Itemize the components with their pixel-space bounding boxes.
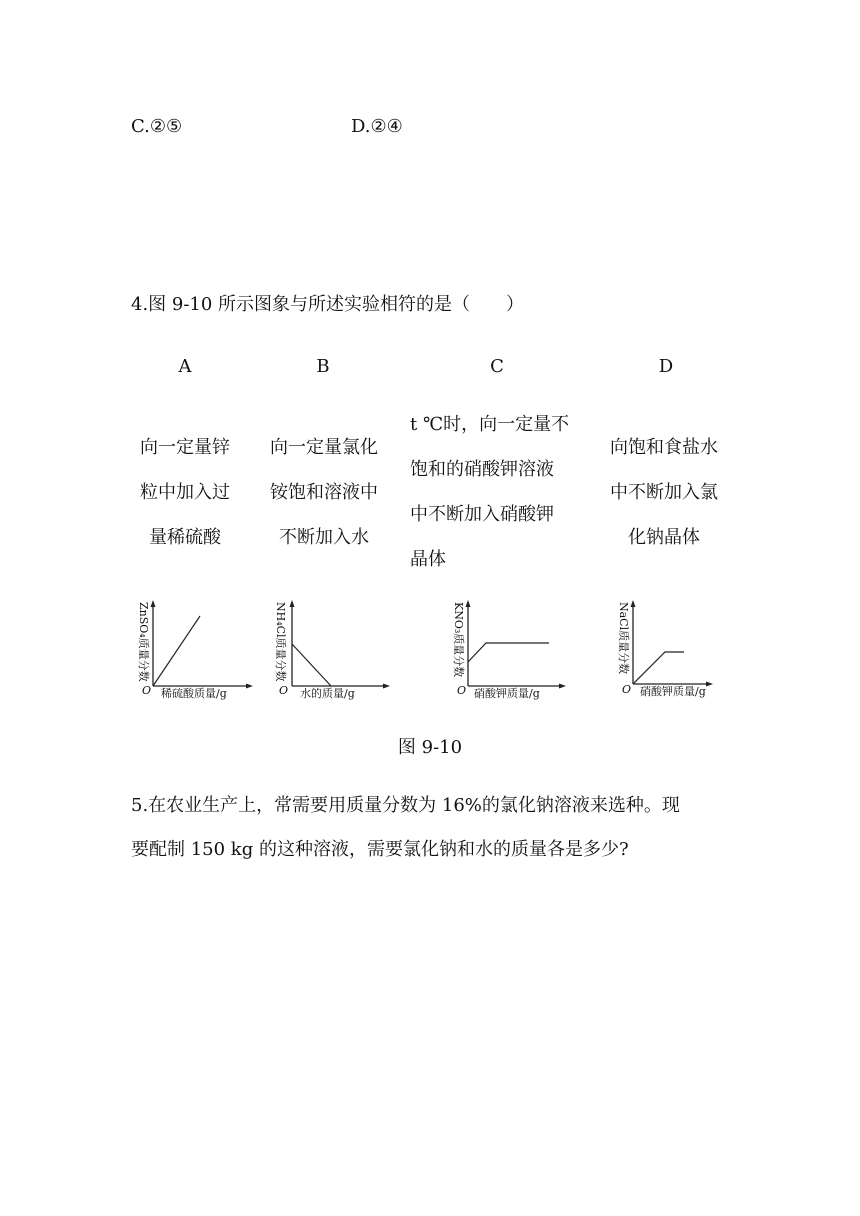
option-b-description [258, 425, 390, 560]
option-b-line: 铵饱和溶液中 [270, 482, 378, 503]
option-d-line: 中不断加入氯 [610, 482, 718, 503]
graph-a-ylabel: ZnSO₄质量分数 [137, 602, 150, 682]
option-d: D.②④ [351, 116, 403, 137]
option-d-letter: D [658, 356, 674, 377]
question-5-line: 5.在农业生产上，常需要用质量分数为 16%的氯化钠溶液来选种。现 [131, 795, 680, 816]
option-a-line: 量稀硫酸 [149, 527, 221, 548]
option-a-line: 粒中加入过 [140, 482, 230, 503]
option-b-line: 不断加入水 [279, 527, 369, 548]
option-a-letter: A [178, 356, 192, 377]
option-d-line: 向饱和食盐水 [610, 437, 718, 458]
graph-c-y-arrow [466, 600, 471, 607]
graph-d-ylabel: NaCl质量分数 [617, 602, 630, 675]
question-5-line: 要配制 150 kg 的这种溶液，需要氯化钠和水的质量各是多少? [131, 839, 629, 860]
graph-b-ylabel: NH₄Cl质量分数 [274, 602, 287, 682]
option-b-letter: B [316, 356, 330, 377]
graph-c [449, 600, 569, 704]
option-b-line: 向一定量氯化 [270, 437, 378, 458]
graph-a-curve [153, 616, 200, 686]
option-c-line: 晶体 [410, 549, 446, 570]
option-c-line: t ℃时，向一定量不 [410, 414, 570, 435]
graph-c-curve [468, 643, 549, 662]
option-c: C.②⑤ [131, 116, 183, 137]
graph-b-xlabel: 水的质量/g [300, 687, 355, 700]
option-c-description [410, 402, 590, 582]
graph-b-y-arrow [290, 600, 295, 607]
graph-a [134, 600, 254, 704]
graph-b-origin: O [279, 684, 289, 697]
option-c-letter: C [490, 356, 504, 377]
graph-d-origin: O [622, 683, 632, 696]
graph-a-x-arrow [246, 684, 253, 689]
graph-d-x-arrow [706, 682, 713, 687]
graph-d-y-arrow [631, 600, 636, 607]
graph-a-xlabel: 稀硫酸质量/g [161, 687, 227, 700]
figure-caption: 图 9-10 [397, 737, 463, 758]
graph-b-curve [292, 644, 331, 686]
option-c-line: 饱和的硝酸钾溶液 [410, 459, 554, 480]
option-c-line: 中不断加入硝酸钾 [410, 504, 554, 525]
option-a-description [125, 425, 245, 560]
question-4-stem: 4.图 9-10 所示图象与所述实验相符的是（ ） [131, 294, 525, 315]
graph-c-ylabel: KNO₃质量分数 [452, 602, 465, 678]
graph-b-x-arrow [383, 684, 390, 689]
graph-c-x-arrow [559, 684, 566, 689]
graph-d [614, 600, 734, 704]
question-5 [131, 784, 741, 872]
option-a-line: 向一定量锌 [140, 437, 230, 458]
graph-a-y-arrow [151, 600, 156, 607]
graph-c-origin: O [457, 684, 467, 697]
graph-d-xlabel: 硝酸钾质量/g [640, 685, 706, 698]
graph-a-origin: O [142, 684, 152, 697]
graph-d-curve [633, 652, 684, 684]
graph-b [271, 600, 391, 704]
option-d-description [600, 425, 728, 560]
option-d-line: 化钠晶体 [628, 527, 700, 548]
graph-c-xlabel: 硝酸钾质量/g [474, 687, 540, 700]
